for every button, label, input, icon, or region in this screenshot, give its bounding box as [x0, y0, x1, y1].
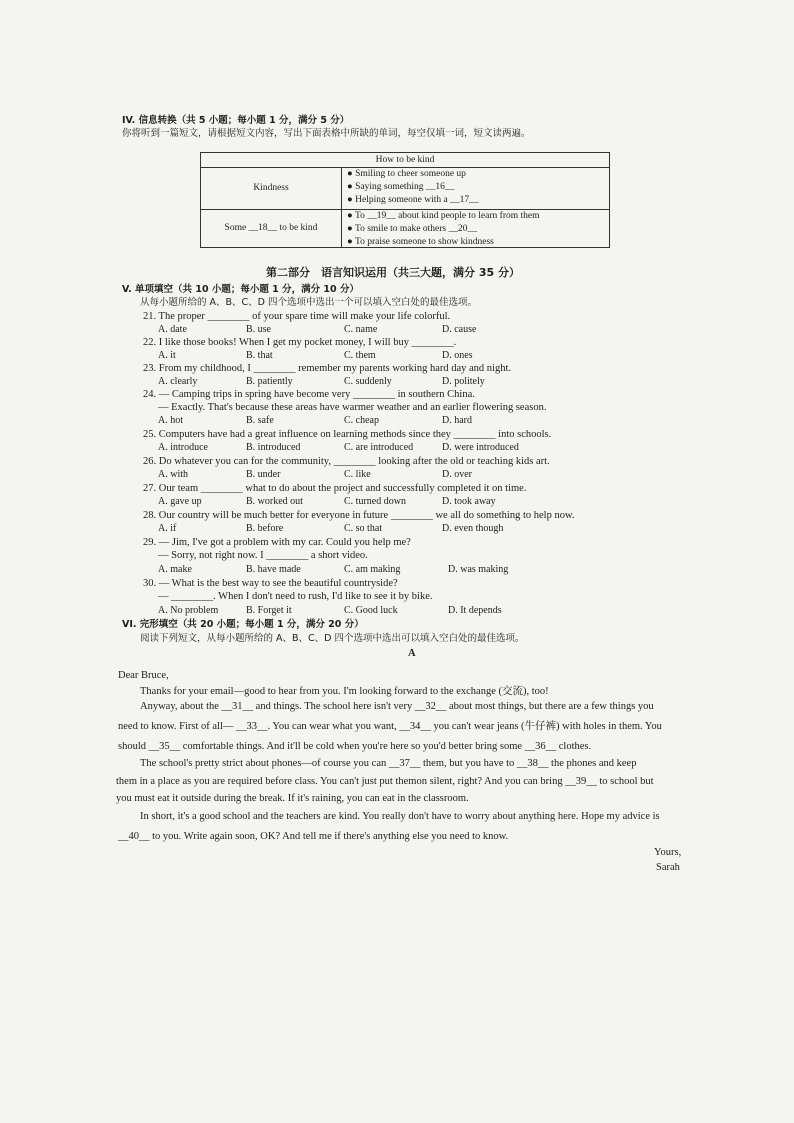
letter-line: Anyway, about the __31__ and things. The school here isn't very __32__ about most things, but there are a few things you [140, 701, 654, 712]
option: C. like [344, 469, 371, 480]
option: D. was making [448, 564, 509, 575]
option: C. suddenly [344, 376, 392, 387]
option: D. were introduced [442, 442, 519, 453]
option: D. hard [442, 415, 472, 426]
option: D. even though [442, 523, 504, 534]
table-row-ways [201, 209, 609, 247]
section6-heading: VI. 完形填空（共 20 小题；每小题 1 分，满分 20 分） [122, 619, 364, 630]
question-stem: 30. — What is the best way to see the beautiful countryside? [143, 578, 398, 589]
question-stem: 24. — Camping trips in spring have become very ________ in southern China. [143, 389, 475, 400]
option: D. cause [442, 324, 477, 335]
option: A. make [158, 564, 192, 575]
section4-heading: IV. 信息转换（共 5 小题；每小题 1 分，满分 5 分） [122, 115, 350, 126]
letter-line: should __35__ comfortable things. And it'll be cold when you're here so you'd better bring some __36__ clothes. [118, 741, 592, 752]
section5-instruction: 从每小题所给的 A、B、C、D 四个选项中选出一个可以填入空白处的最佳选项。 [140, 297, 478, 308]
letter-line: them in a place as you are required before class. You can't just put themon silent, right? And you can bring __39__ to school but [116, 776, 654, 787]
option: B. have made [246, 564, 301, 575]
option: C. cheap [344, 415, 379, 426]
letter-line: The school's pretty strict about phones—of course you can __37__ them, but you have to __38__ the phones and keep [140, 758, 637, 769]
row1-label: Kindness [201, 167, 342, 209]
question-stem-2: — Exactly. That's because these areas have warmer weather and an earlier flowering season. [158, 402, 547, 413]
question-stem: 29. — Jim, I've got a problem with my car. Could you help me? [143, 537, 411, 548]
option: B. before [246, 523, 284, 534]
row2-label: Some __18__ to be kind [201, 209, 342, 247]
question-stem-2: — ________. When I don't need to rush, I'd like to see it by bike. [158, 591, 433, 602]
passage-label: A [408, 648, 416, 659]
option: C. so that [344, 523, 383, 534]
option: D. politely [442, 376, 485, 387]
option: B. safe [246, 415, 274, 426]
letter-line: need to know. First of all— __33__. You can wear what you want, __34__ you can't wear jeans (牛仔裤) with holes in them. You [118, 721, 662, 732]
option: A. No problem [158, 605, 219, 616]
option: A. if [158, 523, 177, 534]
option: B. use [246, 324, 271, 335]
row1-item: ● Smiling to cheer someone up [347, 169, 466, 179]
question-stem: 25. Computers have had a great influence on learning methods since they ________ into schools. [143, 429, 552, 440]
table-title: How to be kind [201, 153, 609, 168]
option: D. It depends [448, 605, 502, 616]
option: C. name [344, 324, 378, 335]
option: A. gave up [158, 496, 202, 507]
option: A. with [158, 469, 188, 480]
table-row-kindness [201, 167, 609, 210]
option: B. worked out [246, 496, 303, 507]
option: B. under [246, 469, 281, 480]
option: C. Good luck [344, 605, 398, 616]
option: D. over [442, 469, 472, 480]
letter-line: __40__ to you. Write again soon, OK? And tell me if there's anything else you need to know. [118, 831, 509, 842]
option: B. patiently [246, 376, 293, 387]
option: B. that [246, 350, 273, 361]
letter-closing: Yours, [654, 847, 682, 858]
row2-item: ● To praise someone to show kindness [347, 237, 494, 247]
question-stem: 22. I like those books! When I get my pocket money, I will buy ________. [143, 337, 457, 348]
letter-signature: Sarah [656, 862, 680, 873]
option: B. Forget it [246, 605, 292, 616]
question-stem: 28. Our country will be much better for everyone in future ________ we all do something to help now. [143, 510, 575, 521]
option: A. hot [158, 415, 183, 426]
option: D. took away [442, 496, 496, 507]
part2-title: 第二部分 语言知识运用（共三大题，满分 35 分） [266, 266, 520, 279]
section5-heading: V. 单项填空（共 10 小题；每小题 1 分，满分 10 分） [122, 284, 359, 295]
option: A. clearly [158, 376, 198, 387]
letter-line: In short, it's a good school and the teachers are kind. You really don't have to worry about anything here. Hope my advice is [140, 811, 660, 822]
letter-line: you must eat it outside during the break. If it's raining, you can eat in the classroom. [116, 793, 469, 804]
section4-instruction: 你将听到一篇短文，请根据短文内容，写出下面表格中所缺的单词，每空仅填一词，短文读两遍。 [122, 128, 531, 139]
question-stem: 23. From my childhood, I ________ remember my parents working hard day and night. [143, 363, 512, 374]
question-stem: 27. Our team ________ what to do about the project and successfully completed it on time. [143, 483, 527, 494]
option: A. it [158, 350, 176, 361]
section6-instruction: 阅读下列短文，从每小题所给的 A、B、C、D 四个选项中选出可以填入空白处的最佳选项。 [140, 633, 525, 644]
option: A. date [158, 324, 187, 335]
option: B. introduced [246, 442, 301, 453]
option: A. introduce [158, 442, 208, 453]
question-stem: 26. Do whatever you can for the community, ________ looking after the old or teaching kids art. [143, 456, 550, 467]
option: C. are introduced [344, 442, 414, 453]
letter-greeting: Dear Bruce, [118, 670, 169, 681]
option: C. them [344, 350, 376, 361]
row1-item: ● Helping someone with a __17__ [347, 195, 479, 205]
option: C. am making [344, 564, 401, 575]
info-table [200, 152, 610, 248]
row2-item: ● To __19__ about kind people to learn from them [347, 211, 540, 221]
letter-line: Thanks for your email—good to hear from you. I'm looking forward to the exchange (交流), too! [140, 686, 549, 697]
question-stem-2: — Sorry, not right now. I ________ a short video. [158, 550, 368, 561]
row2-item: ● To smile to make others __20__ [347, 224, 477, 234]
row1-item: ● Saying something __16__ [347, 182, 455, 192]
question-stem: 21. The proper ________ of your spare time will make your life colorful. [143, 311, 451, 322]
option: C. turned down [344, 496, 406, 507]
option: D. ones [442, 350, 473, 361]
